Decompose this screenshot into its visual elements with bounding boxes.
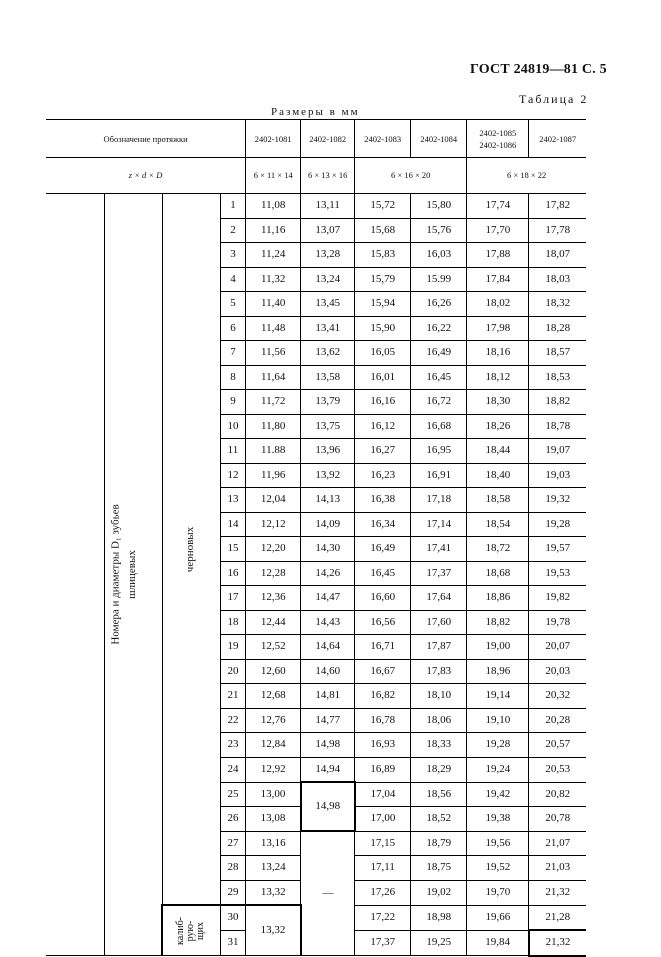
tooth-number-cell: 20 bbox=[220, 659, 246, 684]
value-cell: 19,24 bbox=[467, 757, 529, 782]
value-cell: 17,00 bbox=[355, 807, 411, 832]
value-cell: 13,75 bbox=[301, 414, 355, 439]
value-cell: 16,27 bbox=[355, 439, 411, 464]
value-cell: 16,68 bbox=[411, 414, 467, 439]
value-cell: 14,47 bbox=[301, 586, 355, 611]
value-cell: 18,03 bbox=[529, 267, 586, 292]
value-cell: 15,83 bbox=[355, 243, 411, 268]
sub-calib-cell bbox=[162, 905, 220, 956]
tooth-number-cell: 10 bbox=[220, 414, 246, 439]
value-cell: 20,28 bbox=[529, 708, 586, 733]
value-cell: 15,79 bbox=[355, 267, 411, 292]
value-cell: 12,04 bbox=[246, 488, 301, 513]
value-cell: 18,82 bbox=[529, 390, 586, 415]
group-label: шлицевых bbox=[126, 550, 139, 599]
value-cell: 16,38 bbox=[355, 488, 411, 513]
value-cell: 18,75 bbox=[411, 856, 467, 881]
value-cell: 19,28 bbox=[529, 512, 586, 537]
value-cell: 14,13 bbox=[301, 488, 355, 513]
sub-rough-cell bbox=[162, 194, 220, 906]
value-cell: 18,72 bbox=[467, 537, 529, 562]
value-cell: 18,26 bbox=[467, 414, 529, 439]
value-cell: 20,32 bbox=[529, 684, 586, 709]
value-cell: 13,96 bbox=[301, 439, 355, 464]
value-cell: 14,81 bbox=[301, 684, 355, 709]
value-cell: 14,98 bbox=[301, 733, 355, 758]
value-cell: 17,18 bbox=[411, 488, 467, 513]
tooth-number-cell: 15 bbox=[220, 537, 246, 562]
value-cell: 11,48 bbox=[246, 316, 301, 341]
value-cell: 13,92 bbox=[301, 463, 355, 488]
value-cell: 18,16 bbox=[467, 341, 529, 366]
value-cell: 17,82 bbox=[529, 194, 586, 219]
value-cell: 16,71 bbox=[355, 635, 411, 660]
value-cell: 20,82 bbox=[529, 782, 586, 807]
value-cell: 17,78 bbox=[529, 218, 586, 243]
value-cell: 17,98 bbox=[467, 316, 529, 341]
tooth-number-cell: 29 bbox=[220, 880, 246, 905]
value-cell: 17,37 bbox=[411, 561, 467, 586]
size-cell: 6 × 16 × 20 bbox=[355, 158, 467, 194]
tooth-number-cell: 11 bbox=[220, 439, 246, 464]
value-cell: 16,93 bbox=[355, 733, 411, 758]
value-cell: 17,11 bbox=[355, 856, 411, 881]
value-cell: 21,03 bbox=[529, 856, 586, 881]
designation-cell: 2402-1082 bbox=[301, 120, 355, 158]
value-cell: 12,44 bbox=[246, 610, 301, 635]
value-cell: 11,32 bbox=[246, 267, 301, 292]
value-cell: 12,28 bbox=[246, 561, 301, 586]
value-cell: 18,54 bbox=[467, 512, 529, 537]
value-cell: 18,40 bbox=[467, 463, 529, 488]
value-cell: 21,07 bbox=[529, 831, 586, 856]
tooth-number-cell: 23 bbox=[220, 733, 246, 758]
value-cell: 20,57 bbox=[529, 733, 586, 758]
value-cell: 12,20 bbox=[246, 537, 301, 562]
value-cell: 14,64 bbox=[301, 635, 355, 660]
value-cell: 19,14 bbox=[467, 684, 529, 709]
size-cell: 6 × 13 × 16 bbox=[301, 158, 355, 194]
designation-cell: 2402-1087 bbox=[529, 120, 586, 158]
value-cell: 14,26 bbox=[301, 561, 355, 586]
value-cell: 16,05 bbox=[355, 341, 411, 366]
value-cell: 15,76 bbox=[411, 218, 467, 243]
value-cell: 16,72 bbox=[411, 390, 467, 415]
value-cell: 11,64 bbox=[246, 365, 301, 390]
table-row bbox=[46, 194, 586, 219]
value-cell: 13,07 bbox=[301, 218, 355, 243]
dash-cell: — bbox=[301, 831, 355, 956]
tooth-number-cell: 8 bbox=[220, 365, 246, 390]
sub-calib-label: калиб- рую- щих bbox=[175, 916, 207, 945]
value-cell: 16,23 bbox=[355, 463, 411, 488]
tooth-number-cell: 31 bbox=[220, 930, 246, 956]
row-label-cell bbox=[46, 194, 122, 956]
value-cell: 16,67 bbox=[355, 659, 411, 684]
value-cell: 17,14 bbox=[411, 512, 467, 537]
value-cell: 16,49 bbox=[355, 537, 411, 562]
value-cell: 19,10 bbox=[467, 708, 529, 733]
value-cell: 14,94 bbox=[301, 757, 355, 782]
value-cell: 17,04 bbox=[355, 782, 411, 807]
value-cell: 18,29 bbox=[411, 757, 467, 782]
value-cell: 16,89 bbox=[355, 757, 411, 782]
tooth-number-cell: 24 bbox=[220, 757, 246, 782]
value-cell: 17,41 bbox=[411, 537, 467, 562]
value-cell: 14,09 bbox=[301, 512, 355, 537]
value-cell: 18,12 bbox=[467, 365, 529, 390]
value-cell: 11,72 bbox=[246, 390, 301, 415]
value-cell: 19,03 bbox=[529, 463, 586, 488]
value-cell: 18,32 bbox=[529, 292, 586, 317]
tooth-number-cell: 12 bbox=[220, 463, 246, 488]
value-cell: 13,11 bbox=[301, 194, 355, 219]
tooth-number-cell: 26 bbox=[220, 807, 246, 832]
value-cell: 12,92 bbox=[246, 757, 301, 782]
value-cell: 15.99 bbox=[411, 267, 467, 292]
tooth-number-cell: 5 bbox=[220, 292, 246, 317]
value-cell: 15,94 bbox=[355, 292, 411, 317]
value-cell: 20,78 bbox=[529, 807, 586, 832]
value-cell: 18,52 bbox=[411, 807, 467, 832]
value-cell: 16,78 bbox=[355, 708, 411, 733]
tooth-number-cell: 27 bbox=[220, 831, 246, 856]
tooth-number-cell: 30 bbox=[220, 905, 246, 930]
value-cell: 17,22 bbox=[355, 905, 411, 930]
value-cell: 17,64 bbox=[411, 586, 467, 611]
value-cell: 16,95 bbox=[411, 439, 467, 464]
value-cell: 18,58 bbox=[467, 488, 529, 513]
value-cell: 17,26 bbox=[355, 880, 411, 905]
sub-rough-label: черновых bbox=[184, 526, 197, 572]
tooth-number-cell: 2 bbox=[220, 218, 246, 243]
value-cell: 18,53 bbox=[529, 365, 586, 390]
value-cell: 12,68 bbox=[246, 684, 301, 709]
tooth-number-cell: 22 bbox=[220, 708, 246, 733]
value-cell: 13,45 bbox=[301, 292, 355, 317]
value-cell: 17,74 bbox=[467, 194, 529, 219]
value-cell: 14,30 bbox=[301, 537, 355, 562]
value-cell: 16,60 bbox=[355, 586, 411, 611]
tooth-number-cell: 28 bbox=[220, 856, 246, 881]
value-cell: 13,24 bbox=[246, 856, 301, 881]
value-cell: 13,58 bbox=[301, 365, 355, 390]
value-cell: 16,01 bbox=[355, 365, 411, 390]
value-cell: 16,45 bbox=[411, 365, 467, 390]
value-cell: 11,08 bbox=[246, 194, 301, 219]
value-cell: 19,84 bbox=[467, 930, 529, 956]
merged-value-cell: 13,32 bbox=[246, 905, 301, 956]
value-cell: 19,66 bbox=[467, 905, 529, 930]
value-cell: 13,41 bbox=[301, 316, 355, 341]
value-cell: 19,00 bbox=[467, 635, 529, 660]
value-cell: 13,00 bbox=[246, 782, 301, 807]
designation-cell: 2402-1084 bbox=[411, 120, 467, 158]
table-label: Таблица 2 bbox=[519, 92, 589, 106]
value-cell: 18,44 bbox=[467, 439, 529, 464]
value-cell: 13,28 bbox=[301, 243, 355, 268]
value-cell: 15,68 bbox=[355, 218, 411, 243]
value-cell: 19,38 bbox=[467, 807, 529, 832]
value-cell: 13,32 bbox=[246, 880, 301, 905]
tooth-number-cell: 21 bbox=[220, 684, 246, 709]
value-cell: 17,70 bbox=[467, 218, 529, 243]
tooth-number-cell: 14 bbox=[220, 512, 246, 537]
value-cell: 11,80 bbox=[246, 414, 301, 439]
value-cell: 18,02 bbox=[467, 292, 529, 317]
designation-cell: 2402-1081 bbox=[246, 120, 301, 158]
header-size-label bbox=[46, 158, 246, 194]
value-cell: 18,96 bbox=[467, 659, 529, 684]
value-cell: 13,24 bbox=[301, 267, 355, 292]
header-designation-label: Обозначение протяжки bbox=[46, 120, 246, 158]
value-cell: 19,02 bbox=[411, 880, 467, 905]
value-cell: 19,28 bbox=[467, 733, 529, 758]
tooth-number-cell: 3 bbox=[220, 243, 246, 268]
value-cell: 16,03 bbox=[411, 243, 467, 268]
value-cell: 19,53 bbox=[529, 561, 586, 586]
broach-dimensions-table bbox=[46, 119, 586, 957]
value-cell: 13,16 bbox=[246, 831, 301, 856]
value-cell: 18,68 bbox=[467, 561, 529, 586]
value-cell: 18,33 bbox=[411, 733, 467, 758]
value-cell: 16,22 bbox=[411, 316, 467, 341]
value-cell: 19,57 bbox=[529, 537, 586, 562]
value-cell: 21,32 bbox=[529, 880, 586, 905]
value-cell: 19,25 bbox=[411, 930, 467, 956]
value-cell: 12,52 bbox=[246, 635, 301, 660]
value-cell: 16,34 bbox=[355, 512, 411, 537]
value-cell: 13,62 bbox=[301, 341, 355, 366]
value-cell: 13,08 bbox=[246, 807, 301, 832]
value-cell: 11,16 bbox=[246, 218, 301, 243]
value-cell: 11,96 bbox=[246, 463, 301, 488]
value-cell: 11,24 bbox=[246, 243, 301, 268]
value-cell: 16,12 bbox=[355, 414, 411, 439]
value-cell: 19,78 bbox=[529, 610, 586, 635]
size-cell: 6 × 11 × 14 bbox=[246, 158, 301, 194]
value-cell: 16,26 bbox=[411, 292, 467, 317]
value-cell: 16,16 bbox=[355, 390, 411, 415]
value-cell: 17,15 bbox=[355, 831, 411, 856]
value-cell: 19,32 bbox=[529, 488, 586, 513]
value-cell: 19,07 bbox=[529, 439, 586, 464]
document-header: ГОСТ 24819—81 С. 5 bbox=[470, 62, 607, 77]
value-cell: 18,10 bbox=[411, 684, 467, 709]
value-cell: 16,82 bbox=[355, 684, 411, 709]
value-cell: 19,52 bbox=[467, 856, 529, 881]
designation-cell: 2402-1083 bbox=[355, 120, 411, 158]
value-cell: 18,28 bbox=[529, 316, 586, 341]
value-cell: 18,86 bbox=[467, 586, 529, 611]
designation-line: 2402-1085 bbox=[479, 127, 517, 138]
value-cell: 18,57 bbox=[529, 341, 586, 366]
designation-cell bbox=[467, 120, 529, 158]
tooth-number-cell: 16 bbox=[220, 561, 246, 586]
value-cell: 12,76 bbox=[246, 708, 301, 733]
value-cell: 16,91 bbox=[411, 463, 467, 488]
value-cell: 17,84 bbox=[467, 267, 529, 292]
value-cell: 15,72 bbox=[355, 194, 411, 219]
value-cell: 15,90 bbox=[355, 316, 411, 341]
value-cell: 14,60 bbox=[301, 659, 355, 684]
value-cell: 16,45 bbox=[355, 561, 411, 586]
value-cell: 11,56 bbox=[246, 341, 301, 366]
tooth-number-cell: 19 bbox=[220, 635, 246, 660]
value-cell: 20,03 bbox=[529, 659, 586, 684]
value-cell: 17,87 bbox=[411, 635, 467, 660]
value-cell: 17,60 bbox=[411, 610, 467, 635]
value-cell: 12,36 bbox=[246, 586, 301, 611]
tooth-number-cell: 4 bbox=[220, 267, 246, 292]
value-cell: 12,84 bbox=[246, 733, 301, 758]
value-cell: 16,49 bbox=[411, 341, 467, 366]
tooth-number-cell: 17 bbox=[220, 586, 246, 611]
tooth-number-cell: 7 bbox=[220, 341, 246, 366]
value-cell: 19,42 bbox=[467, 782, 529, 807]
value-cell: 18,79 bbox=[411, 831, 467, 856]
units-caption: Размеры в мм bbox=[271, 106, 360, 118]
merged-value-cell: 14,98 bbox=[301, 782, 355, 831]
value-cell: 17,37 bbox=[355, 930, 411, 956]
value-cell: 18,56 bbox=[411, 782, 467, 807]
row-label: Номера и диаметры D₁ зубьев bbox=[109, 504, 122, 645]
value-cell: 12,12 bbox=[246, 512, 301, 537]
value-cell: 11.88 bbox=[246, 439, 301, 464]
value-cell: 14,43 bbox=[301, 610, 355, 635]
value-cell: 18,07 bbox=[529, 243, 586, 268]
tooth-number-cell: 6 bbox=[220, 316, 246, 341]
value-cell: 19,82 bbox=[529, 586, 586, 611]
value-cell: 21,28 bbox=[529, 905, 586, 930]
value-cell: 19,70 bbox=[467, 880, 529, 905]
value-cell: 11,40 bbox=[246, 292, 301, 317]
value-cell: 19,56 bbox=[467, 831, 529, 856]
value-cell: 18,30 bbox=[467, 390, 529, 415]
tooth-number-cell: 9 bbox=[220, 390, 246, 415]
value-cell: 13,79 bbox=[301, 390, 355, 415]
value-cell: 20,53 bbox=[529, 757, 586, 782]
size-cell: 6 × 18 × 22 bbox=[467, 158, 586, 194]
tooth-number-cell: 13 bbox=[220, 488, 246, 513]
value-cell: 18,82 bbox=[467, 610, 529, 635]
value-cell: 17,83 bbox=[411, 659, 467, 684]
value-cell: 21,32 bbox=[529, 930, 586, 956]
tooth-number-cell: 1 bbox=[220, 194, 246, 219]
value-cell: 18,06 bbox=[411, 708, 467, 733]
value-cell: 12,60 bbox=[246, 659, 301, 684]
value-cell: 14,77 bbox=[301, 708, 355, 733]
size-formula: z × d × D bbox=[128, 170, 163, 180]
value-cell: 15,80 bbox=[411, 194, 467, 219]
value-cell: 18,98 bbox=[411, 905, 467, 930]
value-cell: 18,78 bbox=[529, 414, 586, 439]
value-cell: 17,88 bbox=[467, 243, 529, 268]
tooth-number-cell: 25 bbox=[220, 782, 246, 807]
designation-line: 2402-1086 bbox=[479, 139, 517, 150]
value-cell: 20,07 bbox=[529, 635, 586, 660]
value-cell: 16,56 bbox=[355, 610, 411, 635]
tooth-number-cell: 18 bbox=[220, 610, 246, 635]
